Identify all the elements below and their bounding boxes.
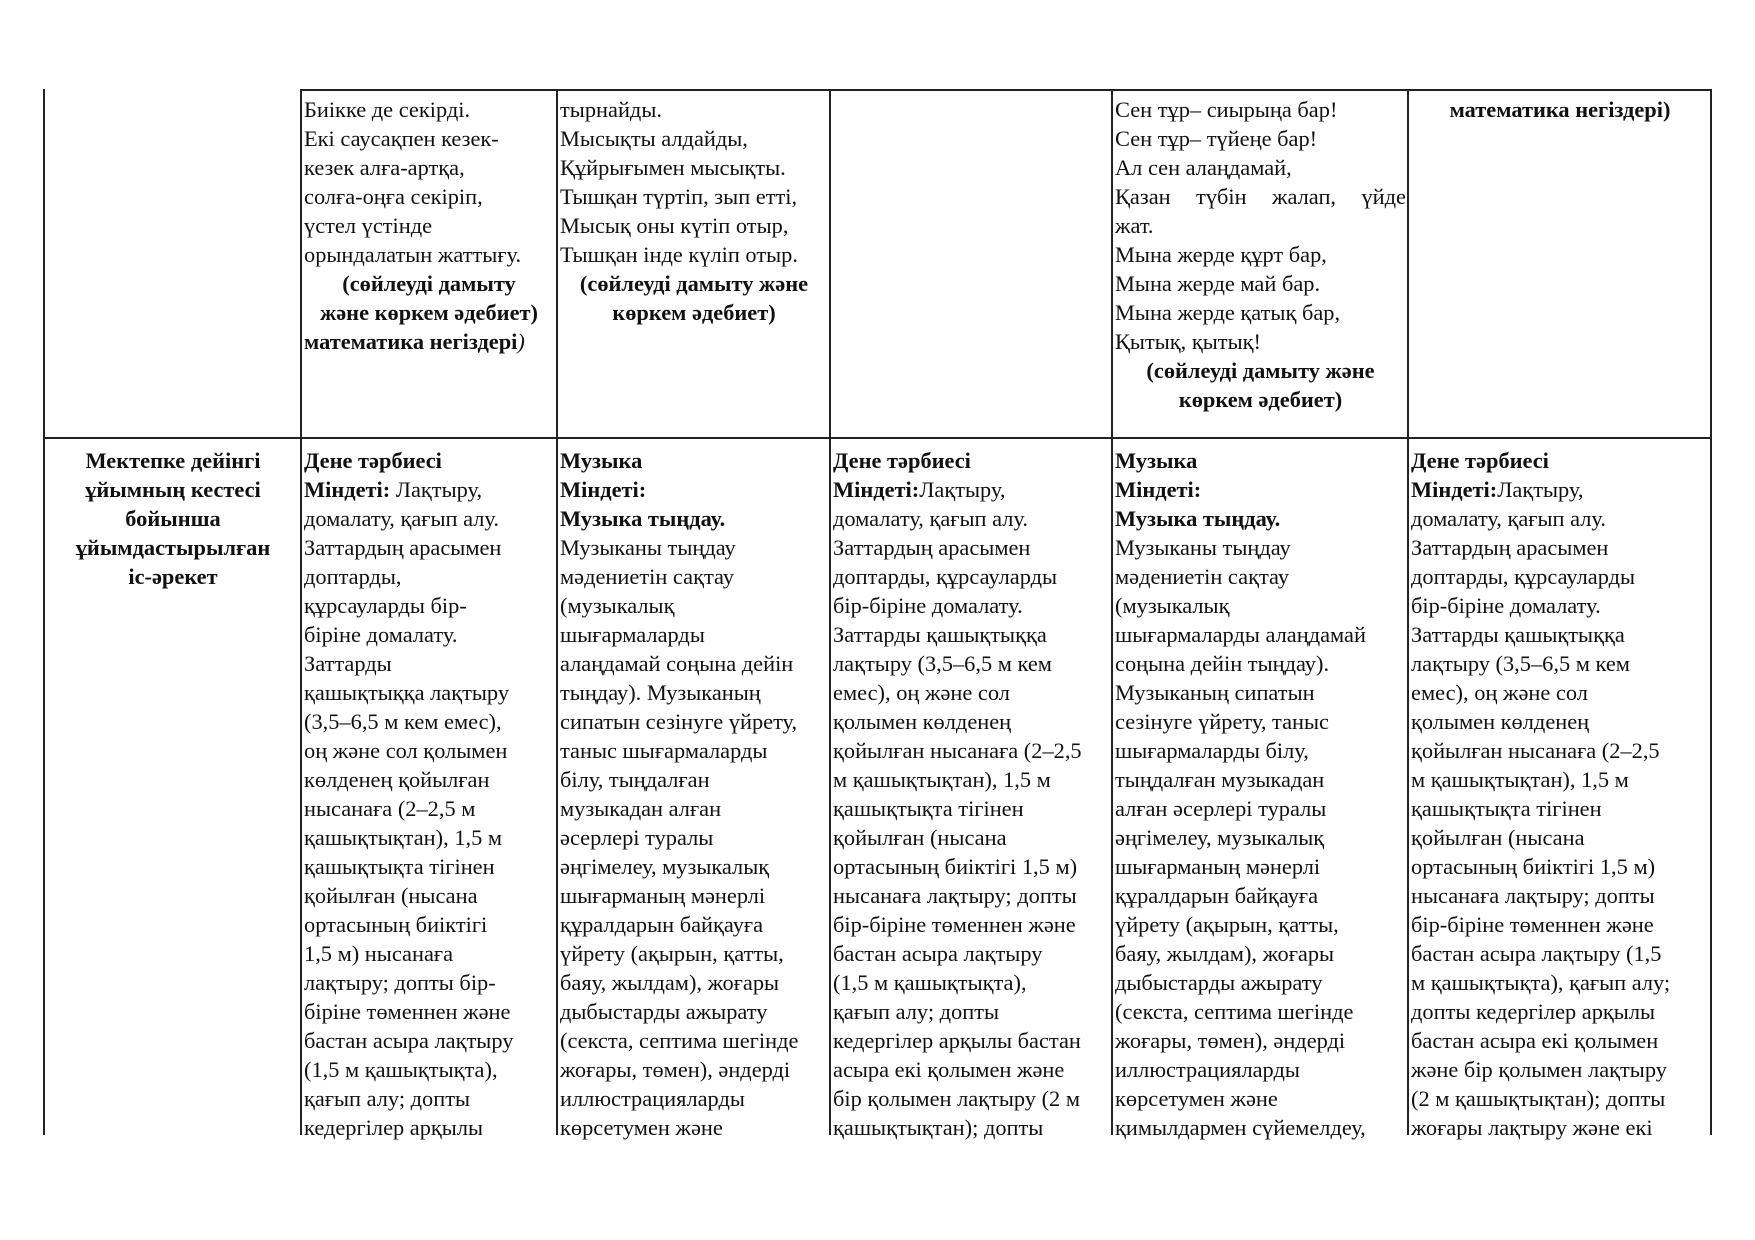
text-line: қашықтықтан); допты	[833, 1115, 1044, 1140]
task-label: Міндеті:	[1115, 477, 1202, 502]
activity-title: Музыка	[1115, 448, 1198, 473]
text-line: шығарманың мәнерлі	[1115, 854, 1321, 879]
text-line: қағып алу; допты	[304, 1086, 471, 1111]
text-line: қолымен көлденең	[833, 709, 1012, 734]
text-line: Заттарды қашықтыққа	[1411, 622, 1625, 647]
text-line: бір-біріне домалату.	[1411, 593, 1601, 618]
activity-title: Дене тәрбиесі	[833, 448, 971, 473]
activity-title: Дене тәрбиесі	[304, 448, 442, 473]
text-line: (3,5–6,5 м кем емес),	[304, 709, 502, 734]
task-text: Лақтыру,	[1497, 477, 1584, 502]
task-text: Лақтыру,	[919, 477, 1006, 502]
text-line: ортасының биіктігі	[304, 912, 488, 937]
text-line: әңгімелеу, музыкалық	[560, 854, 770, 879]
text-line: бір-біріне төменнен және	[833, 912, 1076, 937]
text-line: Тышқан інде күліп отыр.	[560, 242, 798, 267]
text-line: көрсетумен және	[560, 1115, 723, 1140]
text-line: домалату, қағып алу.	[833, 506, 1028, 531]
text-line: қойылған (нысана	[1411, 825, 1585, 850]
text-line: бастан асыра лақтыру	[833, 941, 1043, 966]
text-line: Екі саусақпен кезек-	[304, 126, 499, 151]
text-line: қойылған нысанаға (2–2,5	[833, 738, 1082, 763]
row-header-line: ұйымның кестесі	[85, 477, 261, 502]
text-line: біріне домалату.	[304, 622, 458, 647]
text-line: нысанаға лақтыру; допты	[833, 883, 1077, 908]
subject-note: математика негіздері)	[1449, 97, 1671, 122]
subject-note: (сөйлеуді дамыту және	[1146, 358, 1375, 383]
text-line: баяу, жылдам), жоғары	[1115, 941, 1335, 966]
text-line: (1,5 м қашықтықта),	[304, 1057, 498, 1082]
subject-note	[304, 327, 554, 356]
column-line-5	[1111, 89, 1113, 1135]
task-label: Міндеті:	[560, 477, 647, 502]
text-line: лақтыру (3,5–6,5 м кем	[1411, 651, 1630, 676]
word: жалап,	[1272, 184, 1337, 209]
task-label: Міндеті:	[1411, 477, 1498, 502]
text-line: иллюстрацияларды	[560, 1086, 745, 1111]
text-line: Заттарды қашықтыққа	[833, 622, 1047, 647]
row2-col6-cell	[1411, 446, 1709, 1142]
text-line: қашықтықтан), 1,5 м	[304, 825, 503, 850]
text-line: қойылған нысанаға (2–2,5	[1411, 738, 1660, 763]
text-line: домалату, қағып алу.	[1411, 506, 1606, 531]
text-line: Музыканы тыңдау	[1115, 535, 1291, 560]
text-line: қашықтықта тігінен	[304, 854, 495, 879]
text-line: қашықтықта тігінен	[1411, 796, 1602, 821]
text-line: доптарды, құрсауларды	[1411, 564, 1636, 589]
text-line: ортасының биіктігі 1,5 м)	[833, 854, 1078, 879]
text-line: м қашықтықтан), 1,5 м	[1411, 767, 1629, 792]
text-line: қимылдармен сүйемелдеу,	[1115, 1115, 1366, 1140]
text-line: біріне төменнен және	[304, 999, 511, 1024]
subject-note: көркем әдебиет)	[1178, 387, 1343, 412]
subject-note: (сөйлеуді дамыту	[342, 271, 516, 296]
text-line: құралдарын байқауға	[1115, 883, 1319, 908]
text-line: Мына жерде май бар.	[1115, 271, 1321, 296]
row-header-line: іс-әрекет	[128, 564, 218, 589]
row1-col6-cell	[1411, 95, 1709, 124]
text-line: шығармаларды білу,	[1115, 738, 1309, 763]
activity-subtitle: Музыка тыңдау.	[560, 506, 726, 531]
row2-col4-cell	[833, 446, 1110, 1142]
task-line	[833, 475, 1110, 504]
text-line: иллюстрацияларды	[1115, 1057, 1300, 1082]
text-line: қойылған (нысана	[833, 825, 1007, 850]
text-line: (1,5 м қашықтықта),	[833, 970, 1027, 995]
text-line: лақтыру (3,5–6,5 м кем	[833, 651, 1052, 676]
text-line: допты кедергілер арқылы	[1411, 999, 1656, 1024]
task-line	[304, 475, 554, 504]
text-line: Сен тұр– түйеңе бар!	[1115, 126, 1318, 151]
text-line: Заттарды	[304, 651, 392, 676]
text-line: Мына жерде құрт бар,	[1115, 242, 1327, 267]
text-line: доптарды,	[304, 564, 402, 589]
column-line-1	[43, 89, 45, 1135]
text-line: әсерлері туралы	[560, 825, 714, 850]
text-line: кедергілер арқылы бастан	[833, 1028, 1081, 1053]
subject-note: (сөйлеуді дамыту және	[579, 271, 809, 296]
text-line: алаңдамай соңына дейін	[560, 651, 794, 676]
text-line: үйрету (ақырын, қатты,	[1115, 912, 1339, 937]
text-line: қашықтықта тігінен	[833, 796, 1024, 821]
text-line: таныс шығармаларды	[560, 738, 768, 763]
text-line: Сен тұр– сиырыңа бар!	[1115, 97, 1338, 122]
row-header-line: бойынша	[125, 506, 221, 531]
text-line: көлденең қойылған	[304, 767, 490, 792]
text-line: 1,5 м) нысанаға	[304, 941, 454, 966]
text-line: жоғары, төмен), әндерді	[1115, 1028, 1346, 1053]
text-line: сипатын сезінуге үйрету,	[560, 709, 798, 734]
text-line: бастан асыра екі қолымен	[1411, 1028, 1659, 1053]
text-line: бастан асыра лақтыру	[304, 1028, 514, 1053]
activity-title: Дене тәрбиесі	[1411, 448, 1549, 473]
text-line: м қашықтықта), қағып алу;	[1411, 970, 1671, 995]
text-line: м қашықтықтан), 1,5 м	[833, 767, 1051, 792]
text-line: сезінуге үйрету, таныс	[1115, 709, 1330, 734]
text-line: баяу, жылдам), жоғары	[560, 970, 780, 995]
text-line: мәдениетін сақтау	[560, 564, 735, 589]
subject-note: және көркем әдебиет)	[320, 300, 538, 325]
text-line: қағып алу; допты	[833, 999, 1000, 1024]
task-label: Міндеті:	[833, 477, 920, 502]
text-line: бастан асыра лақтыру (1,5	[1411, 941, 1662, 966]
activity-title: Музыка	[560, 448, 643, 473]
text-line: соңына дейін тыңдау).	[1115, 651, 1330, 676]
text-line: солға-оңға секіріп,	[304, 184, 483, 209]
text-line: дыбыстарды ажырату	[1115, 970, 1323, 995]
text-line: Заттардың арасымен	[833, 535, 1031, 560]
text-line: домалату, қағып алу.	[304, 506, 499, 531]
column-line-3	[556, 89, 558, 1135]
text-line: Қытық, қытық!	[1115, 329, 1261, 354]
text-line: шығармаларды алаңдамай	[1115, 622, 1366, 647]
text-line: нысанаға (2–2,5 м	[304, 796, 476, 821]
row2-header-cell	[46, 446, 300, 591]
row1-col5-cell	[1115, 95, 1406, 414]
text-line: тыңдалған музыкадан	[1115, 767, 1325, 792]
text-line: Мысық оны күтіп отыр,	[560, 213, 789, 238]
text-line: Заттардың арасымен	[304, 535, 502, 560]
text-line: білу, тыңдалған	[560, 767, 710, 792]
text-line: үстел үстінде	[304, 213, 433, 238]
text-line: (секста, септима шегінде	[560, 1028, 799, 1053]
text-line: Биікке де секірді.	[304, 97, 471, 122]
text-line: көрсетумен және	[1115, 1086, 1278, 1111]
text-line: тыңдау). Музыканың	[560, 680, 761, 705]
column-line-6	[1407, 89, 1409, 1135]
word: түбін	[1196, 184, 1247, 209]
subject-note-text: математика негіздері	[304, 329, 518, 354]
text-line: оң және сол қолымен	[304, 738, 508, 763]
text-line: және бір қолымен лақтыру	[1411, 1057, 1667, 1082]
text-line: лақтыру; допты бір-	[304, 970, 496, 995]
text-line: кедергілер арқылы	[304, 1115, 484, 1140]
text-line: (музыкалық	[1115, 593, 1230, 618]
text-line: мәдениетін сақтау	[1115, 564, 1290, 589]
text-line: алған әсерлері туралы	[1115, 796, 1327, 821]
row2-col3-cell	[560, 446, 828, 1142]
task-line	[1411, 475, 1709, 504]
task-label: Міндеті:	[304, 477, 391, 502]
text-line: доптарды, құрсауларды	[833, 564, 1058, 589]
text-line: қойылған (нысана	[304, 883, 478, 908]
text-line: құрсауларды бір-	[304, 593, 467, 618]
text-line: Ал сен алаңдамай,	[1115, 155, 1292, 180]
text-line: (секста, септима шегінде	[1115, 999, 1354, 1024]
text-line: үйрету (ақырын, қатты,	[560, 941, 784, 966]
text-line: әңгімелеу, музыкалық	[1115, 825, 1325, 850]
word: үйде	[1361, 184, 1406, 209]
text-line: музыкадан алған	[560, 796, 722, 821]
row-header-line: ұйымдастырылған	[75, 535, 271, 560]
row2-col5-cell	[1115, 446, 1406, 1142]
text-line: бір қолымен лақтыру (2 м	[833, 1086, 1081, 1111]
text-line: Заттардың арасымен	[1411, 535, 1609, 560]
text-line: Тышқан түртіп, зып етті,	[560, 184, 798, 209]
subject-note-tail: )	[517, 329, 525, 354]
text-line: асыра екі қолымен және	[833, 1057, 1065, 1082]
text-line: Мына жерде қатық бар,	[1115, 300, 1341, 325]
text-line: жоғары, төмен), әндерді	[560, 1057, 791, 1082]
text-line: Музыканы тыңдау	[560, 535, 736, 560]
text-line: жат.	[1115, 213, 1154, 238]
text-line: шығарманың мәнерлі	[560, 883, 766, 908]
text-line: бір-біріне төменнен және	[1411, 912, 1654, 937]
text-line: кезек алға-артқа,	[304, 155, 465, 180]
text-line: құралдарын байқауға	[560, 912, 764, 937]
text-line: тырнайды.	[560, 97, 662, 122]
text-line: нысанаға лақтыру; допты	[1411, 883, 1655, 908]
text-line: (музыкалық	[560, 593, 675, 618]
text-line: жоғары лақтыру және екі	[1411, 1115, 1653, 1140]
table-top-border	[300, 89, 1712, 91]
subject-note: көркем әдебиет)	[612, 300, 776, 325]
row-header-line: Мектепке дейінгі	[85, 448, 261, 473]
row-divider	[44, 437, 1712, 439]
text-line: емес), оң және сол	[833, 680, 1010, 705]
text-line: Музыканың сипатын	[1115, 680, 1315, 705]
text-line: қолымен көлденең	[1411, 709, 1590, 734]
text-line: (2 м қашықтықтан); допты	[1411, 1086, 1666, 1111]
text-line: қашықтыққа лақтыру	[304, 680, 510, 705]
justified-line	[1115, 182, 1406, 211]
text-line: дыбыстарды ажырату	[560, 999, 768, 1024]
column-line-4	[829, 89, 831, 1135]
row2-col2-cell	[304, 446, 554, 1142]
column-line-7	[1710, 89, 1712, 1135]
row1-col3-cell	[560, 95, 828, 327]
word: Қазан	[1115, 184, 1171, 209]
text-line: емес), оң және сол	[1411, 680, 1588, 705]
activity-subtitle: Музыка тыңдау.	[1115, 506, 1281, 531]
column-line-2	[300, 89, 302, 1135]
text-line: Мысықты алдайды,	[560, 126, 748, 151]
row1-col2-cell	[304, 95, 554, 356]
task-text: Лақтыру,	[390, 477, 483, 502]
text-line: шығармаларды	[560, 622, 705, 647]
text-line: Құйрығымен мысықты.	[560, 155, 786, 180]
text-line: бір-біріне домалату.	[833, 593, 1023, 618]
text-line: ортасының биіктігі 1,5 м)	[1411, 854, 1656, 879]
text-line: орындалатын жаттығу.	[304, 242, 522, 267]
